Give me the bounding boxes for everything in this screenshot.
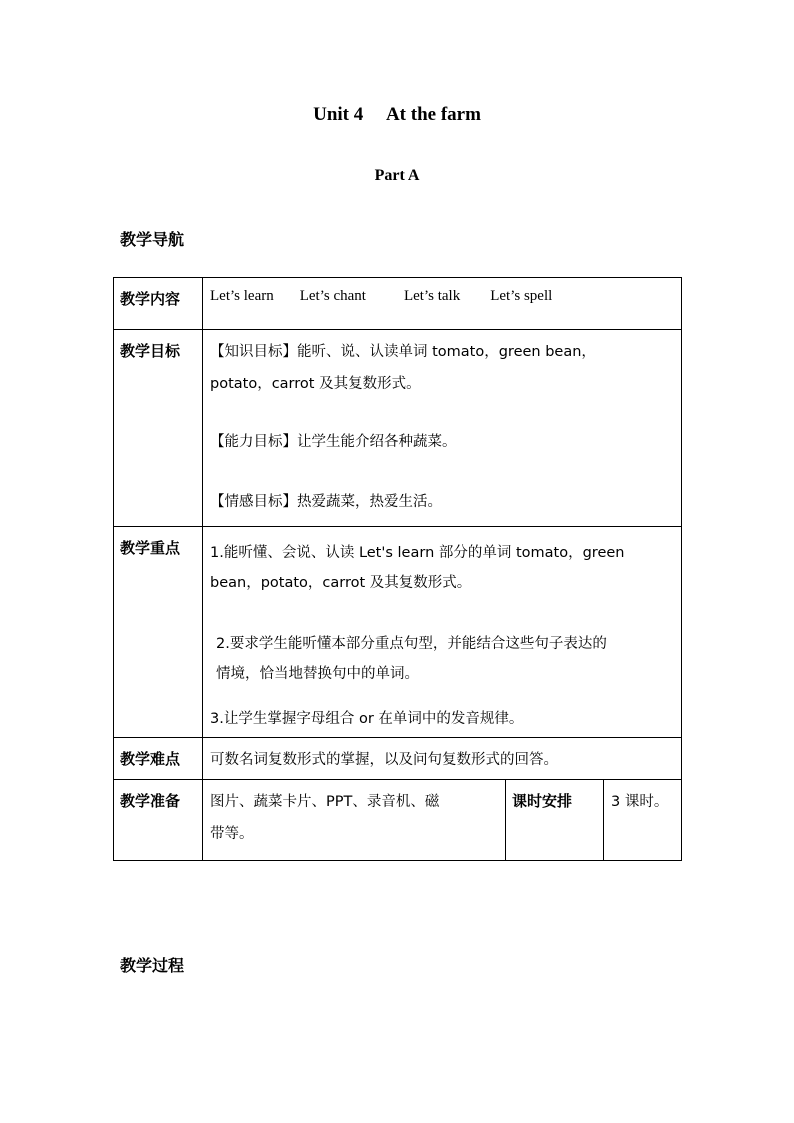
table-row-difficulties bbox=[114, 738, 682, 780]
content-item: Let’s chant bbox=[299, 288, 366, 304]
content-item: Let’s spell bbox=[490, 288, 553, 304]
key-points-value bbox=[203, 527, 682, 738]
content-label: 教学内容 bbox=[114, 278, 203, 330]
table-row-goals bbox=[114, 330, 682, 527]
key-points-label: 教学重点 bbox=[114, 527, 203, 738]
section-heading-navigation: 教学导航 bbox=[120, 230, 185, 249]
key-point-2-line1: 2.要求学生能听懂本部分重点句型，并能结合这些句子表达的 bbox=[216, 636, 607, 652]
table-row-preparation bbox=[114, 780, 682, 861]
table-row-key-points bbox=[114, 527, 682, 738]
preparation-line1: 图片、蔬菜卡片、PPT、录音机、磁 bbox=[210, 794, 440, 810]
key-point-3: 3.让学生掌握字母组合 or 在单词中的发音规律。 bbox=[210, 711, 524, 727]
knowledge-goal-line2: potato，carrot 及其复数形式。 bbox=[210, 376, 421, 392]
schedule-label: 课时安排 bbox=[506, 780, 604, 861]
lesson-plan-table bbox=[113, 277, 682, 861]
knowledge-goal-line1: 【知识目标】能听、说、认读单词 tomato，green bean， bbox=[210, 344, 596, 360]
content-item: Let’s learn bbox=[210, 288, 274, 304]
schedule-value: 3 课时。 bbox=[604, 780, 682, 861]
document-title: Unit 4 At the farm bbox=[313, 104, 481, 125]
key-point-1-line2: bean，potato，carrot 及其复数形式。 bbox=[210, 575, 472, 591]
difficulties-label: 教学难点 bbox=[114, 738, 203, 780]
goals-label: 教学目标 bbox=[114, 330, 203, 527]
key-point-2-line2: 情境，恰当地替换句中的单词。 bbox=[216, 666, 419, 682]
content-item: Let’s talk bbox=[403, 288, 461, 304]
goals-value bbox=[203, 330, 682, 527]
preparation-value bbox=[203, 780, 506, 861]
preparation-line2: 带等。 bbox=[210, 826, 254, 842]
document-subtitle: Part A bbox=[374, 167, 420, 184]
key-point-1-line1: 1.能听懂、会说、认读 Let's learn 部分的单词 tomato，green bbox=[210, 545, 625, 561]
emotion-goal: 【情感目标】热爱蔬菜，热爱生活。 bbox=[210, 494, 442, 510]
ability-goal: 【能力目标】让学生能介绍各种蔬菜。 bbox=[210, 434, 457, 450]
section-heading-process: 教学过程 bbox=[120, 956, 185, 975]
content-value bbox=[203, 278, 682, 330]
preparation-label: 教学准备 bbox=[114, 780, 203, 861]
table-row-content bbox=[114, 278, 682, 330]
difficulties-value: 可数名词复数形式的掌握，以及问句复数形式的回答。 bbox=[203, 738, 682, 780]
